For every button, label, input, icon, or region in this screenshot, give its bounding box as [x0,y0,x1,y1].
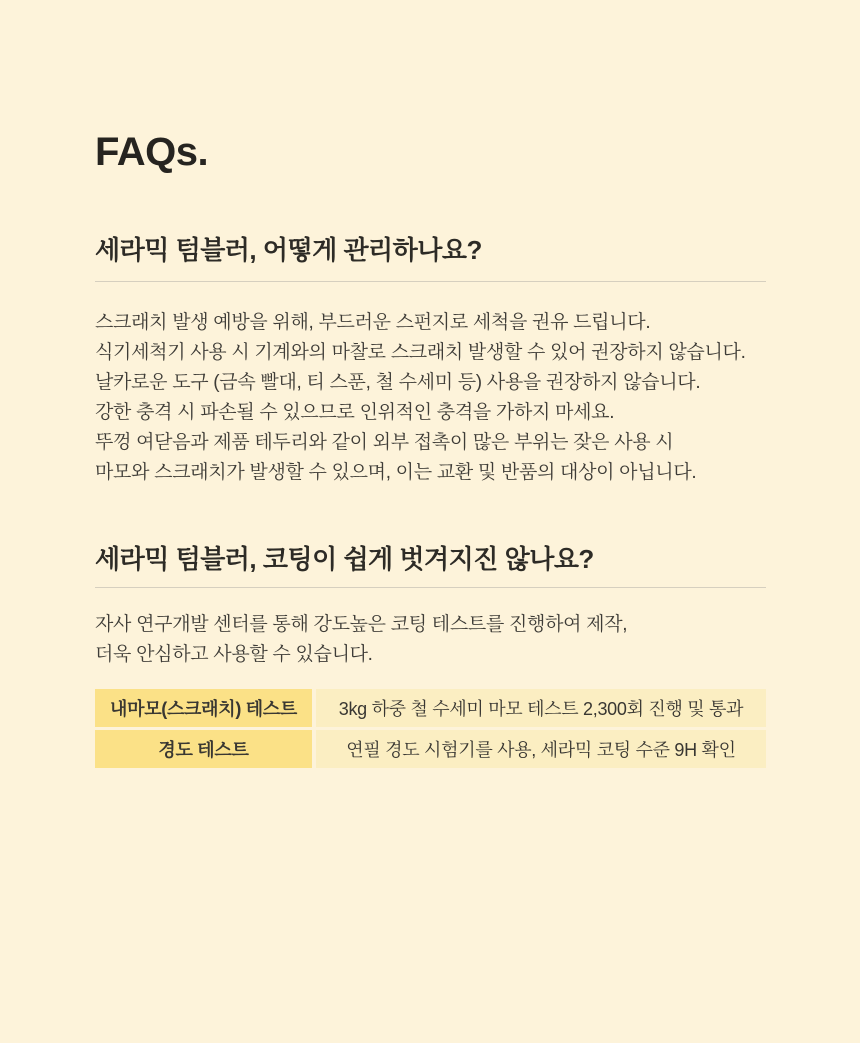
test-table-row2-value: 연필 경도 시험기를 사용, 세라믹 코팅 수준 9H 확인 [316,730,766,768]
faq-answer-care [95,308,766,488]
answer-line: 식기세척기 사용 시 기계와의 마찰로 스크래치 발생할 수 있어 권장하지 않습니다. [95,342,746,363]
test-table-row1-label: 내마모(스크래치) 테스트 [95,689,312,727]
answer-line: 자사 연구개발 센터를 통해 강도높은 코팅 테스트를 진행하여 제작, [95,614,628,635]
answer-line: 스크래치 발생 예방을 위해, 부드러운 스펀지로 세척을 권유 드립니다. [95,312,651,333]
faq-question-coating: 세라믹 텀블러, 코팅이 쉽게 벗겨지진 않나요? [95,544,594,574]
answer-line: 날카로운 도구 (금속 빨대, 티 스푼, 철 수세미 등) 사용을 권장하지 않습니다. [95,372,701,393]
answer-line: 뚜껑 여닫음과 제품 테두리와 같이 외부 접촉이 많은 부위는 잦은 사용 시 [95,432,674,453]
page-title: FAQs. [95,130,209,174]
answer-line: 강한 충격 시 파손될 수 있으므로 인위적인 충격을 가하지 마세요. [95,402,615,423]
divider [95,281,766,282]
test-table-row1-value: 3kg 하중 철 수세미 마모 테스트 2,300회 진행 및 통과 [316,689,766,727]
faq-content [95,131,766,768]
faq-page [0,131,860,1043]
coating-test-table [95,689,766,768]
faq-question-care: 세라믹 텀블러, 어떻게 관리하나요? [95,235,482,265]
answer-line: 더욱 안심하고 사용할 수 있습니다. [95,644,373,665]
answer-line: 마모와 스크래치가 발생할 수 있으며, 이는 교환 및 반품의 대상이 아닙니다. [95,462,697,483]
test-table-row2-label: 경도 테스트 [95,730,312,768]
divider [95,587,766,588]
faq-answer-coating [95,610,766,670]
